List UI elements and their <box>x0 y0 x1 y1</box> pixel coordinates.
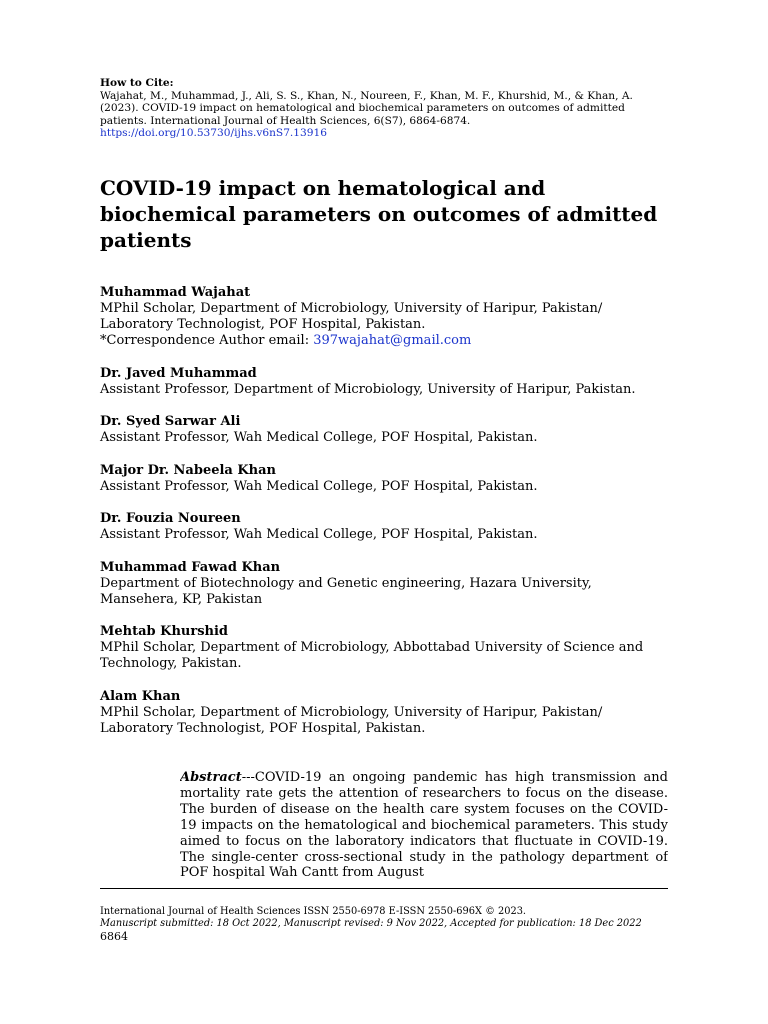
doi-link[interactable]: https://doi.org/10.53730/ijhs.v6nS7.13916 <box>100 127 328 140</box>
author-affiliation: Assistant Professor, Wah Medical College, POF Hospital, Pakistan. <box>100 430 538 445</box>
author-name: Dr. Fouzia Noureen <box>100 511 241 526</box>
author-entry <box>100 463 670 495</box>
author-affiliation: Assistant Professor, Wah Medical College, POF Hospital, Pakistan. <box>100 478 538 494</box>
citation-text: Wajahat, M., Muhammad, J., Ali, S. S., Khan, N., Noureen, F., Khan, M. F., Khurshid, M., & Khan, A. (2023). COVID-19 impact on hematological and biochemical parameters on outcomes of admitted patients. International Journal of Health Sciences, 6(S7), 6864-6874. <box>100 89 633 127</box>
author-entry <box>100 689 670 737</box>
page-number: 6864 <box>100 930 128 943</box>
footer-divider <box>100 888 668 889</box>
author-entry <box>100 285 670 349</box>
manuscript-dates: Manuscript submitted: 18 Oct 2022, Manuscript revised: 9 Nov 2022, Accepted for publication: 18 Dec 2022 <box>100 918 642 929</box>
journal-issn-line: International Journal of Health Sciences ISSN 2550-6978 E-ISSN 2550-696X © 2023. <box>100 906 527 917</box>
citation-block <box>100 77 670 140</box>
abstract-block <box>180 770 668 887</box>
author-affiliation: MPhil Scholar, Department of Microbiology, Abbottabad University of Science and Technology, Pakistan. <box>100 640 644 671</box>
email-label: *Correspondence Author email: <box>100 333 314 348</box>
author-affiliation: MPhil Scholar, Department of Microbiology, University of Haripur, Pakistan/ Laboratory Technologist, POF Hospital, Pakistan. <box>100 301 603 332</box>
author-entry <box>100 414 670 446</box>
author-name: Dr. Javed Muhammad <box>100 365 257 381</box>
paper-title: COVID-19 impact on hematological and biochemical parameters on outcomes of admitted patients <box>100 176 658 252</box>
author-name: Alam Khan <box>100 688 181 704</box>
author-name: Muhammad Wajahat <box>100 285 251 300</box>
abstract-label: Abstract <box>180 770 242 785</box>
email-link[interactable]: 397wajahat@gmail.com <box>313 333 472 348</box>
author-list <box>100 285 670 753</box>
abstract-text: ---COVID-19 an ongoing pandemic has high transmission and mortality rate gets the attention of researchers to focus on the disease. The burden of disease on the health care system focuses on the COVID-19 impacts on the hematological and biochemical parameters. This study aimed to focus on the laboratory indicators that fluctuate in COVID-19. The single-center cross-sectional study in the pathology department of POF hospital Wah Cantt from August <box>180 770 668 881</box>
author-affiliation: Assistant Professor, Wah Medical College, POF Hospital, Pakistan. <box>100 527 538 542</box>
author-entry <box>100 624 670 672</box>
page-footer <box>100 906 670 943</box>
author-name: Major Dr. Nabeela Khan <box>100 462 276 478</box>
correspondence-line <box>100 333 670 349</box>
author-entry <box>100 560 670 608</box>
author-affiliation: Department of Biotechnology and Genetic engineering, Hazara University, Mansehera, KP, Pakistan <box>100 575 592 607</box>
author-entry <box>100 511 670 543</box>
author-entry <box>100 366 670 398</box>
author-name: Dr. Syed Sarwar Ali <box>100 414 241 429</box>
author-affiliation: Assistant Professor, Department of Microbiology, University of Haripur, Pakistan. <box>100 381 636 397</box>
author-name: Mehtab Khurshid <box>100 624 229 639</box>
author-affiliation: MPhil Scholar, Department of Microbiology, University of Haripur, Pakistan/ Laboratory Technologist, POF Hospital, Pakistan. <box>100 704 603 736</box>
citation-label: How to Cite: <box>100 77 174 89</box>
author-name: Muhammad Fawad Khan <box>100 559 281 575</box>
